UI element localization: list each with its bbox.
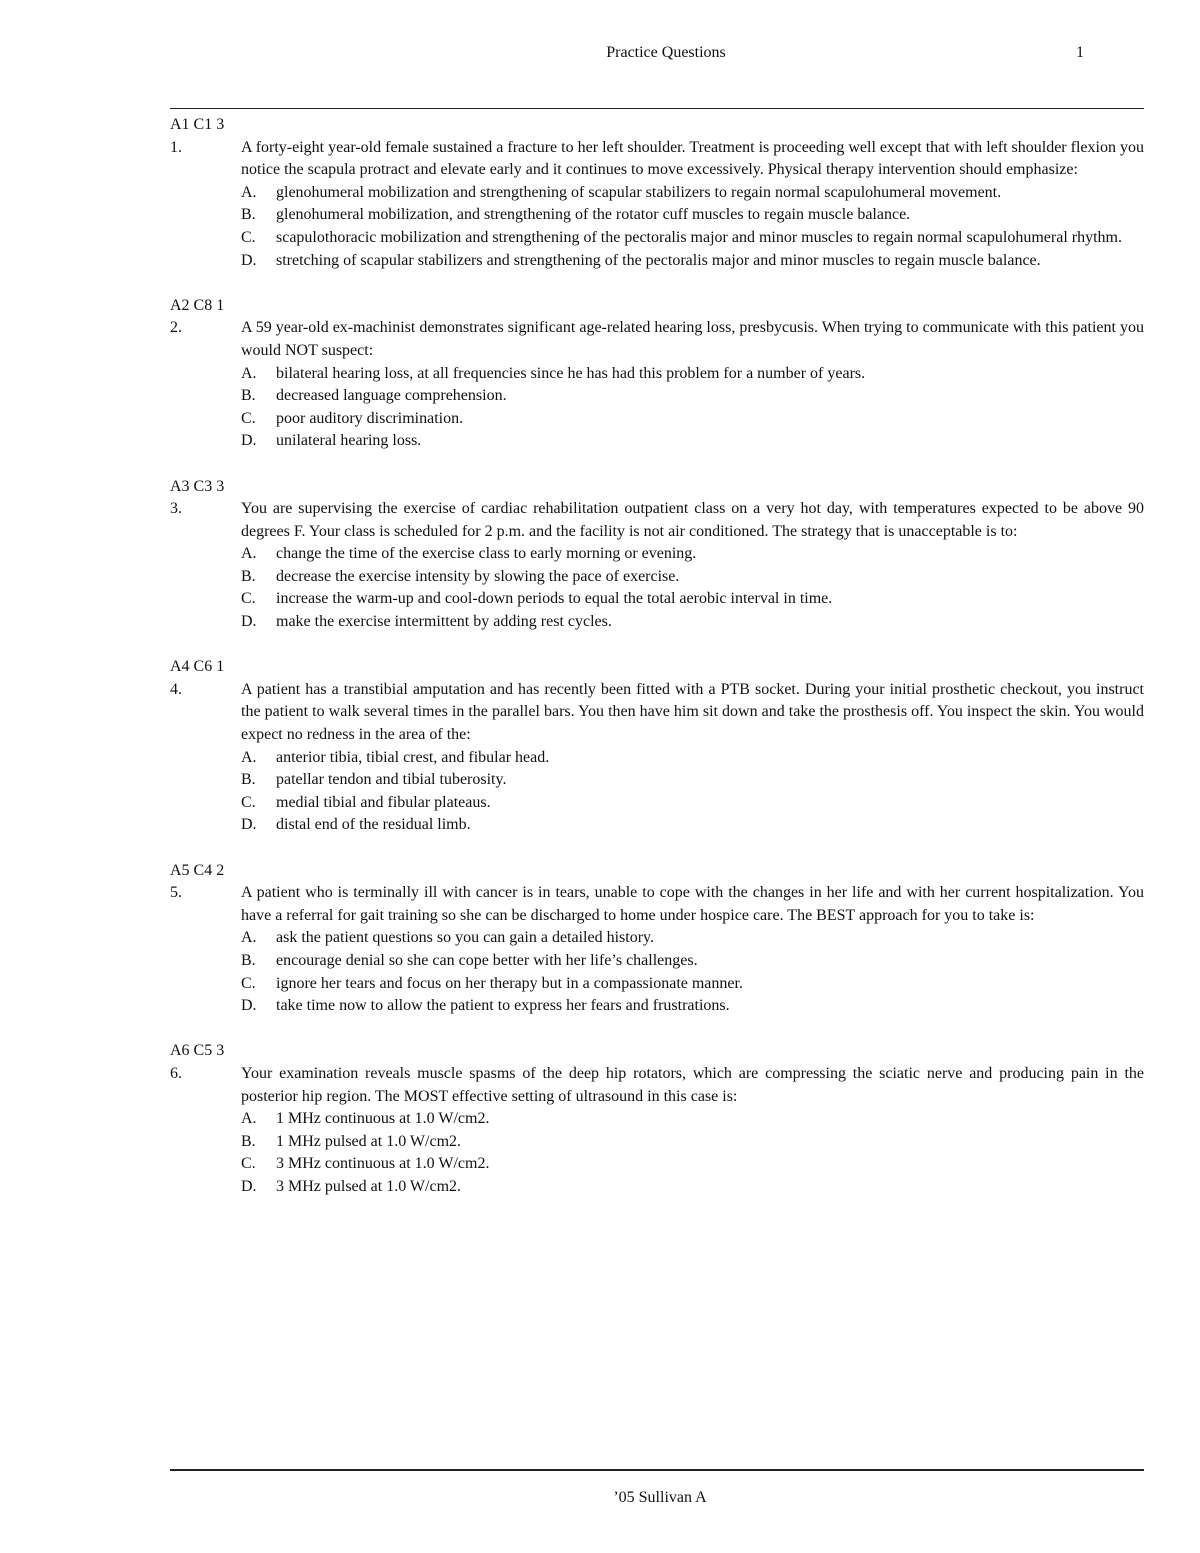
option-text: ignore her tears and focus on her therapy but in a compassionate manner.	[276, 974, 743, 992]
option-text: 1 MHz continuous at 1.0 W/cm2.	[276, 1110, 490, 1128]
answer-option-d[interactable]	[241, 814, 1144, 837]
option-letter: C.	[241, 590, 256, 608]
option-letter: A.	[241, 929, 257, 947]
question-code: A4 C6 1	[170, 658, 225, 676]
option-letter: D.	[241, 816, 257, 834]
option-text: distal end of the residual limb.	[276, 816, 471, 834]
option-text: 1 MHz pulsed at 1.0 W/cm2.	[276, 1132, 462, 1150]
answer-option-c[interactable]	[241, 1153, 1144, 1176]
answer-option-c[interactable]	[241, 792, 1144, 815]
question-number: 3.	[170, 500, 182, 518]
footer-rule	[170, 1469, 1144, 1471]
answer-option-a[interactable]	[241, 747, 1144, 770]
option-letter: A.	[241, 1110, 257, 1128]
question-6	[170, 1040, 1144, 1198]
question-number: 6.	[170, 1064, 182, 1082]
answer-option-c[interactable]	[241, 973, 1144, 996]
question-code: A1 C1 3	[170, 116, 225, 133]
page-footer: ’05 Sullivan A	[613, 1489, 707, 1506]
question-number: 5.	[170, 884, 182, 902]
option-letter: C.	[241, 974, 256, 992]
option-letter: B.	[241, 206, 256, 224]
option-text: anterior tibia, tibial crest, and fibular head.	[276, 748, 550, 766]
answer-option-a[interactable]	[241, 543, 1144, 566]
option-text: make the exercise intermittent by adding rest cycles.	[276, 613, 612, 631]
answer-option-d[interactable]	[241, 995, 1144, 1018]
option-letter: C.	[241, 793, 256, 811]
question-1	[170, 114, 1144, 272]
question-5	[170, 860, 1144, 1018]
answer-option-d[interactable]	[241, 1176, 1144, 1199]
option-letter: C.	[241, 228, 256, 246]
option-text: glenohumeral mobilization and strengthening of scapular stabilizers to regain normal scapulohumeral movement.	[276, 183, 1002, 201]
option-letter: C.	[241, 409, 256, 427]
option-text: poor auditory discrimination.	[276, 409, 464, 427]
question-number: 1.	[170, 138, 182, 156]
option-text: increase the warm-up and cool-down periods to equal the total aerobic interval in time.	[276, 590, 833, 608]
option-text: unilateral hearing loss.	[276, 432, 422, 450]
question-text: A patient has a transtibial amputation and has recently been fitted with a PTB socket. During your initial prosthetic checkout, you instruct the patient to walk several times in the parallel bars. You then have him sit down and take the prosthesis off. You inspect the skin. You would expect no redness in the area of the:	[241, 680, 1144, 744]
question-number: 2.	[170, 319, 182, 337]
answer-option-a[interactable]	[241, 1108, 1144, 1131]
question-text: A patient who is terminally ill with cancer is in tears, unable to cope with the changes in her life and with her current hospitalization. You have a referral for gait training so she can be discharged to home under hospice care. The BEST approach for you to take is:	[241, 884, 1144, 924]
question-stem	[170, 1063, 1144, 1108]
question-stem	[170, 679, 1144, 747]
answer-option-b[interactable]	[241, 566, 1144, 589]
answer-option-d[interactable]	[241, 611, 1144, 634]
option-letter: A.	[241, 183, 257, 201]
question-2	[170, 295, 1144, 453]
option-letter: D.	[241, 251, 257, 269]
question-stem	[170, 137, 1144, 182]
question-text: You are supervising the exercise of cardiac rehabilitation outpatient class on a very hot day, with temperatures expected to be above 90 degrees F. Your class is scheduled for 2 p.m. and the facility is not air conditioned. The strategy that is unacceptable is to:	[241, 500, 1144, 540]
option-letter: A.	[241, 545, 257, 563]
question-stem	[170, 498, 1144, 543]
option-text: decreased language comprehension.	[276, 387, 507, 405]
option-letter: D.	[241, 432, 257, 450]
header-rule	[170, 108, 1144, 109]
page-header-title: Practice Questions	[606, 44, 726, 61]
answer-option-b[interactable]	[241, 769, 1144, 792]
answer-option-a[interactable]	[241, 182, 1144, 205]
answer-option-b[interactable]	[241, 204, 1144, 227]
page-number: 1	[1076, 44, 1084, 61]
question-stem	[170, 882, 1144, 927]
option-text: ask the patient questions so you can gain a detailed history.	[276, 929, 654, 947]
option-text: decrease the exercise intensity by slowing the pace of exercise.	[276, 567, 680, 585]
option-text: glenohumeral mobilization, and strengthening of the rotator cuff muscles to regain muscle balance.	[276, 206, 911, 224]
question-3	[170, 476, 1144, 634]
answer-option-a[interactable]	[241, 363, 1144, 386]
option-text: scapulothoracic mobilization and strengthening of the pectoralis major and minor muscles to regain normal scapulohumeral rhythm.	[276, 228, 1122, 246]
question-code: A3 C3 3	[170, 477, 225, 495]
option-text: 3 MHz continuous at 1.0 W/cm2.	[276, 1155, 490, 1173]
option-letter: B.	[241, 951, 256, 969]
question-text: Your examination reveals muscle spasms of the deep hip rotators, which are compressing the sciatic nerve and producing pain in the posterior hip region. The MOST effective setting of ultrasound in this case is:	[241, 1064, 1144, 1105]
question-text: A forty-eight year-old female sustained a fracture to her left shoulder. Treatment is proceeding well except that with left shoulder flexion you notice the scapula protract and elevate early and it continues to move excessively. Physical therapy intervention should emphasize:	[241, 138, 1144, 179]
option-letter: D.	[241, 997, 257, 1015]
option-text: change the time of the exercise class to early morning or evening.	[276, 545, 697, 563]
option-letter: C.	[241, 1155, 256, 1173]
option-text: take time now to allow the patient to express her fears and frustrations.	[276, 997, 730, 1015]
option-text: bilateral hearing loss, at all frequencies since he has had this problem for a number of years.	[276, 364, 866, 382]
option-letter: B.	[241, 771, 256, 789]
answer-option-a[interactable]	[241, 927, 1144, 950]
option-letter: A.	[241, 364, 257, 382]
option-letter: B.	[241, 1132, 256, 1150]
answer-option-d[interactable]	[241, 250, 1144, 273]
option-letter: A.	[241, 748, 257, 766]
answer-option-c[interactable]	[241, 588, 1144, 611]
answer-option-b[interactable]	[241, 950, 1144, 973]
option-text: encourage denial so she can cope better with her life’s challenges.	[276, 951, 698, 969]
option-text: stretching of scapular stabilizers and strengthening of the pectoralis major and minor muscles to regain muscle balance.	[276, 251, 1041, 269]
question-stem	[170, 317, 1144, 362]
answer-option-b[interactable]	[241, 1131, 1144, 1154]
option-letter: B.	[241, 387, 256, 405]
question-code: A2 C8 1	[170, 296, 225, 314]
question-code: A6 C5 3	[170, 1042, 225, 1060]
option-text: patellar tendon and tibial tuberosity.	[276, 771, 507, 789]
option-letter: D.	[241, 1177, 257, 1195]
question-text: A 59 year-old ex-machinist demonstrates significant age-related hearing loss, presbycusis. When trying to communicate with this patient you would NOT suspect:	[241, 319, 1144, 359]
answer-option-b[interactable]	[241, 385, 1144, 408]
question-code: A5 C4 2	[170, 861, 225, 879]
option-letter: B.	[241, 567, 256, 585]
option-text: medial tibial and fibular plateaus.	[276, 793, 491, 811]
option-letter: D.	[241, 613, 257, 631]
option-text: 3 MHz pulsed at 1.0 W/cm2.	[276, 1177, 462, 1195]
question-number: 4.	[170, 680, 182, 698]
answer-option-c[interactable]	[241, 408, 1144, 431]
question-list	[170, 114, 1144, 1221]
answer-option-c[interactable]	[241, 227, 1144, 250]
answer-option-d[interactable]	[241, 430, 1144, 453]
question-4	[170, 656, 1144, 837]
